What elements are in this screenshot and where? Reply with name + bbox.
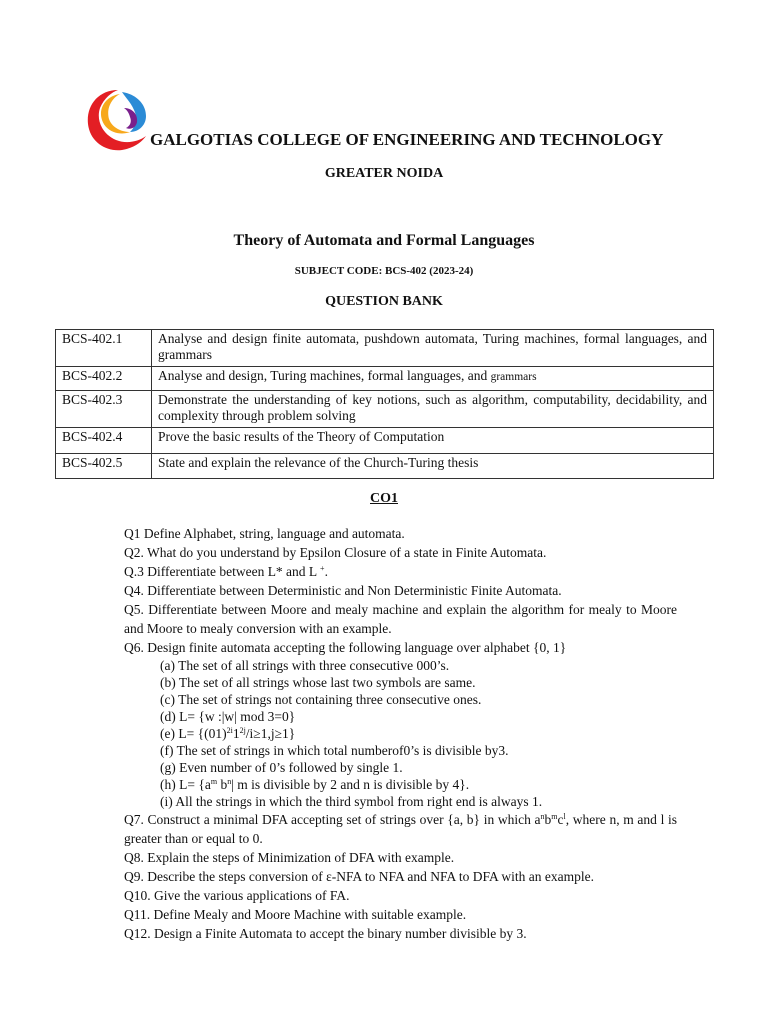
table-row	[56, 391, 714, 428]
question-6-part-a: (a) The set of all strings with three consecutive 000’s.	[160, 658, 450, 673]
co-section-heading	[0, 491, 768, 507]
question-6-part-g: (g) Even number of 0’s followed by single 1.	[160, 760, 403, 775]
table-row	[56, 330, 714, 367]
question-6-part-i: (i) All the strings in which the third symbol from right end is always 1.	[160, 794, 543, 809]
question-6-part-h	[160, 776, 677, 793]
question-6-part-b: (b) The set of all strings whose last two symbols are same.	[160, 675, 476, 690]
question-6-part-e	[160, 725, 677, 742]
superscript: l	[563, 812, 566, 821]
outcome-code: BCS-402.1	[56, 330, 152, 367]
question-5: Q5. Differentiate between Moore and mealy machine and explain the algorithm for mealy to Moore and Moore to mealy conversion with an example.	[124, 602, 677, 636]
superscript: m	[210, 777, 218, 786]
outcome-description: Analyse and design finite automata, pushdown automata, Turing machines, formal languages, and grammars	[152, 330, 714, 367]
college-name: GALGOTIAS COLLEGE OF ENGINEERING AND TECHNOLOGY	[150, 130, 664, 149]
question-7	[124, 810, 677, 848]
question-11: Q11. Define Mealy and Moore Machine with suitable example.	[124, 907, 467, 922]
subject-code: SUBJECT CODE: BCS-402 (2023-24)	[294, 265, 474, 277]
logo-swirl-orange	[101, 94, 130, 134]
outcome-code: BCS-402.5	[56, 454, 152, 479]
question-1: Q1 Define Alphabet, string, language and automata.	[124, 526, 405, 541]
outcome-code: BCS-402.2	[56, 367, 152, 391]
question-text: (h) L= {a	[160, 777, 211, 792]
college-logo-icon	[84, 86, 152, 154]
question-6-part-f: (f) The set of strings in which total numberof0’s is divisible by3.	[160, 743, 509, 758]
question-text: | m is divisible by 2 and n is divisible by 4}.	[231, 777, 470, 792]
superscript: m	[551, 812, 558, 821]
table-row	[56, 428, 714, 454]
question-4: Q4. Differentiate between Deterministic and Non Deterministic Finite Automata.	[124, 583, 562, 598]
co-heading-text: CO1	[370, 491, 398, 506]
question-6-part-c: (c) The set of strings not containing three consecutive ones.	[160, 692, 482, 707]
superscript: 2i	[226, 726, 233, 735]
outcome-code: BCS-402.3	[56, 391, 152, 428]
superscript: 2j	[239, 726, 246, 735]
question-6-part-d: (d) L= {w :|w| mod 3=0}	[160, 709, 296, 724]
question-12: Q12. Design a Finite Automata to accept the binary number divisible by 3.	[124, 926, 527, 941]
question-10: Q10. Give the various applications of FA.	[124, 888, 350, 903]
question-text: b	[544, 812, 552, 827]
question-text: , where n, m and l is greater than or equal to 0.	[124, 812, 677, 846]
table-row	[56, 454, 714, 479]
outcome-description: Prove the basic results of the Theory of Computation	[152, 428, 714, 454]
table-row	[56, 367, 714, 391]
subject-title: Theory of Automata and Formal Languages	[233, 232, 535, 249]
question-text: 1	[232, 726, 240, 741]
question-3	[124, 562, 677, 581]
question-list	[124, 524, 677, 943]
question-2: Q2. What do you understand by Epsilon Closure of a state in Finite Automata.	[124, 545, 547, 560]
superscript: n	[227, 777, 232, 786]
superscript: +	[320, 564, 325, 573]
question-text: Q7. Construct a minimal DFA accepting set of strings over {a, b} in which a	[124, 812, 541, 827]
question-9: Q9. Describe the steps conversion of ε-NFA to NFA and NFA to DFA with an example.	[124, 869, 594, 884]
question-text: .	[324, 564, 328, 579]
outcome-description: Demonstrate the understanding of key notions, such as algorithm, computability, decidability, and complexity through problem solving	[152, 391, 714, 428]
question-6: Q6. Design finite automata accepting the following language over alphabet {0, 1}	[124, 640, 567, 655]
course-outcomes-table	[55, 329, 714, 479]
question-text: b	[217, 777, 228, 792]
college-location: GREATER NOIDA	[324, 166, 444, 181]
outcome-code: BCS-402.4	[56, 428, 152, 454]
question-8: Q8. Explain the steps of Minimization of DFA with example.	[124, 850, 455, 865]
outcome-text-small: grammars	[490, 371, 537, 383]
outcome-text: Analyse and design, Turing machines, formal languages, and	[158, 368, 488, 383]
outcome-description: State and explain the relevance of the Church-Turing thesis	[152, 454, 714, 479]
question-text: (e) L= {(01)	[160, 726, 227, 741]
question-text: Q.3 Differentiate between L* and L	[124, 564, 317, 579]
superscript: n	[540, 812, 545, 821]
outcome-description	[152, 367, 714, 391]
question-bank-title: QUESTION BANK	[325, 294, 443, 309]
question-text: c	[557, 812, 564, 827]
question-text: /i≥1,j≥1}	[245, 726, 296, 741]
